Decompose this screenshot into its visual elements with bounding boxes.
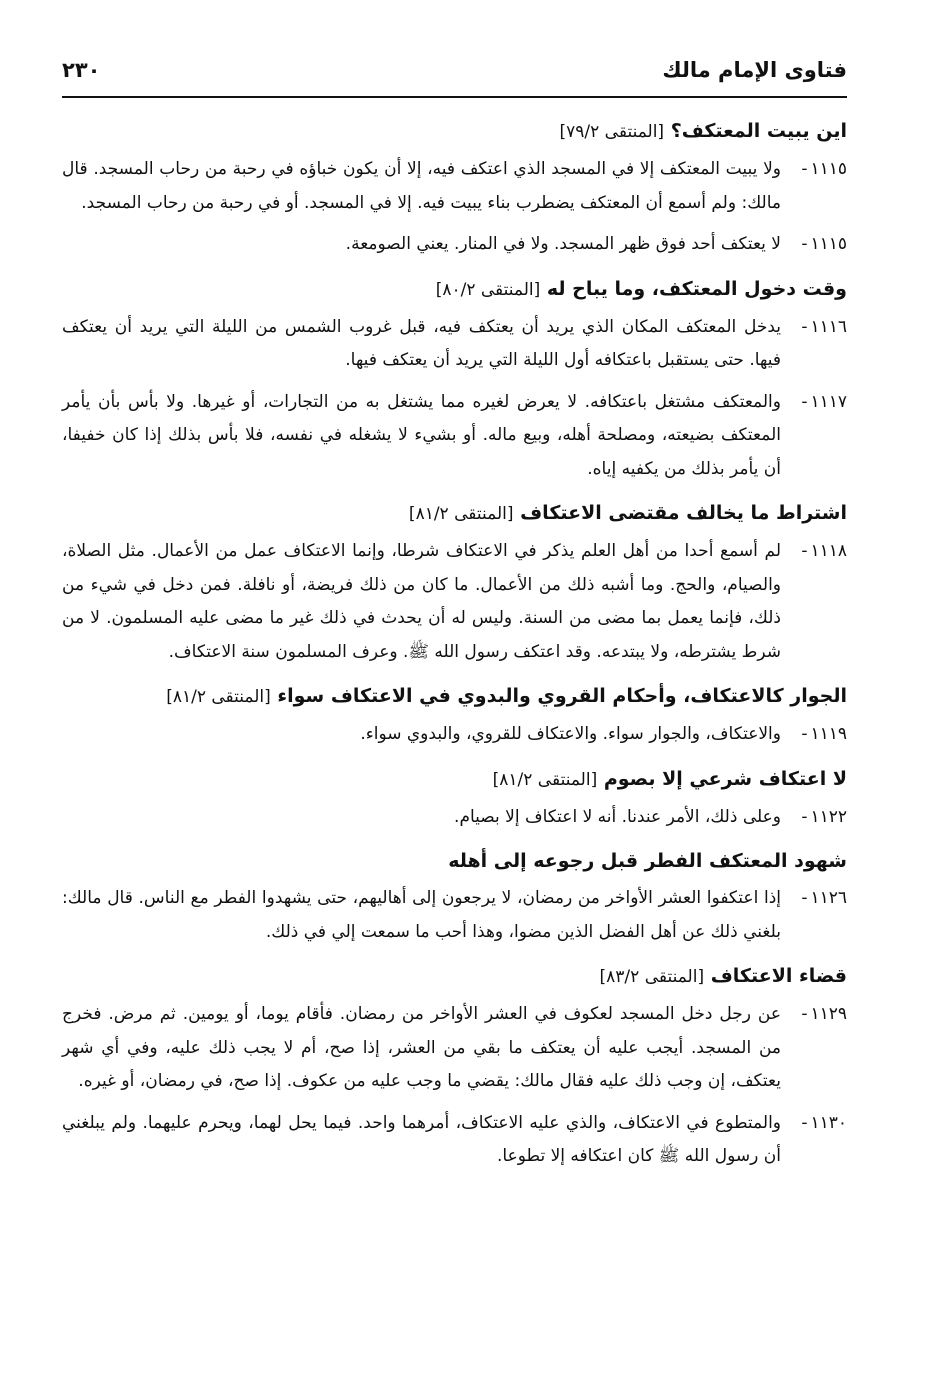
section-title: لا اعتكاف شرعي إلا بصوم	[603, 767, 847, 790]
section-source-reference: [المنتقى ٨١/٢]	[408, 504, 514, 524]
entry-text: لا يعتكف أحد فوق ظهر المسجد. ولا في المنار. يعني الصومعة.	[345, 234, 781, 254]
entry-number	[781, 535, 847, 669]
entry-number	[781, 1107, 847, 1174]
entry-number	[781, 386, 847, 487]
section-heading	[62, 494, 847, 533]
entry-number-value: ١١١٦	[810, 316, 847, 337]
entry-text: ولا يبيت المعتكف إلا في المسجد الذي اعتكف فيه، إلا أن يكون خباؤه في رحبة من رحاب المسجد. قال مالك: ولم أسمع أن المعتكف يضطرب بناء يبيت فيه. إلا في المسجد. أو في رحبة من رحاب المسجد.	[62, 159, 781, 213]
section-heading	[62, 677, 847, 716]
entry-number-value: ١١١٥	[810, 234, 847, 254]
fatwa-entry	[62, 998, 847, 1099]
entry-text: لم أسمع أحدا من أهل العلم يذكر في الاعتكاف شرطا، وإنما الاعتكاف عمل من الأعمال. مثل الصلاة، والصيام، والحج. وما أشبه ذلك من الأعمال. ما كان من ذلك فريضة، أو نافلة. فمن دخل في شيء من ذلك، فإنما يعمل بما مضى من السنة. وليس له أن يحدث في ذلك غير ما مضى عليه المسلمون. لا من شرط يشترطه، ولا يبتدعه. وقد اعتكف رسول الله ﷺ. وعرف المسلمون سنة الاعتكاف.	[62, 541, 781, 662]
section-source-reference: [المنتقى ٧٩/٢]	[559, 122, 665, 142]
entry-number	[781, 801, 847, 835]
fatwa-entry	[62, 801, 847, 835]
entry-text: وعلى ذلك، الأمر عندنا. أنه لا اعتكاف إلا بصيام.	[454, 806, 781, 827]
entry-text: يدخل المعتكف المكان الذي يريد أن يعتكف فيه، قبل غروب الشمس من الليلة التي يريد أن يعتكف فيها. حتى يستقبل باعتكافه أول الليلة التي يريد أن يعتكف فيها.	[62, 316, 781, 370]
fatwa-entry	[62, 311, 847, 378]
entry-number	[781, 998, 847, 1099]
entry-number	[781, 228, 847, 262]
entry-number-value: ١١١٧	[810, 391, 847, 412]
section-title: اشتراط ما يخالف مقتضى الاعتكاف	[520, 502, 847, 524]
section-source-reference: [المنتقى ٨١/٢]	[166, 687, 271, 707]
section-source-reference: [المنتقى ٨٣/٢]	[599, 967, 705, 987]
entry-number-value: ١١٢٦	[810, 888, 847, 908]
fatwa-entry	[62, 718, 847, 752]
fatwa-entry	[62, 1107, 847, 1174]
page-number: ٢٣٠	[62, 58, 101, 82]
entry-dash: -	[801, 316, 808, 337]
entry-text: والمعتكف مشتغل باعتكافه. لا يعرض لغيره مما يشتغل به من التجارات، أو غيرها. ولا بأس بأن يأمر المعتكف بضيعته، ومصلحة أهله، وبيع ماله. أو بشيء لا يشغله في نفسه، فلا بأس بذلك إذا كان خفيفا، أن يأمر بذلك من يكفيه إياه.	[62, 391, 781, 479]
entry-number	[781, 311, 847, 378]
entry-text: والمتطوع في الاعتكاف، والذي عليه الاعتكاف، أمرهما واحد. فيما يحل لهما، ويحرم عليهما. ولم يبلغني أن رسول الله ﷺ كان اعتكافه إلا تطوعا.	[62, 1112, 781, 1166]
entry-dash: -	[801, 724, 808, 744]
running-header	[62, 50, 847, 98]
entry-dash: -	[801, 888, 808, 908]
fatwa-entry	[62, 228, 847, 262]
section-heading	[62, 270, 847, 309]
section-title: شهود المعتكف الفطر قبل رجوعه إلى أهله	[448, 850, 847, 872]
section-heading	[62, 842, 847, 880]
entry-text: إذا اعتكفوا العشر الأواخر من رمضان، لا يرجعون إلى أهاليهم، حتى يشهدوا الفطر مع الناس. قال مالك: بلغني ذلك عن أهل الفضل الذين مضوا، وهذا أحب ما سمعت إلي في ذلك.	[62, 888, 781, 942]
fatwa-entry	[62, 386, 847, 487]
entry-number	[781, 882, 847, 949]
entry-text: والاعتكاف، والجوار سواء. والاعتكاف للقروي، والبدوي سواء.	[360, 724, 781, 744]
section-source-reference: [المنتقى ٨٠/٢]	[435, 279, 541, 300]
book-title: فتاوى الإمام مالك	[662, 58, 847, 82]
section-title: اين يبيت المعتكف؟	[670, 120, 847, 142]
entry-number	[781, 153, 847, 220]
entry-number-value: ١١١٨	[810, 541, 847, 561]
section-title: قضاء الاعتكاف	[710, 965, 847, 987]
section-heading	[62, 112, 847, 151]
entry-dash: -	[801, 541, 808, 561]
section-source-reference: [المنتقى ٨١/٢]	[492, 769, 598, 790]
entry-number-value: ١١٢٢	[810, 806, 847, 827]
fatwa-entry	[62, 535, 847, 669]
section-title: وقت دخول المعتكف، وما يباح له	[546, 277, 847, 300]
entry-number-value: ١١١٥	[810, 159, 847, 179]
entry-number-value: ١١١٩	[810, 724, 847, 744]
section-heading	[62, 760, 847, 799]
entry-number-value: ١١٣٠	[810, 1112, 847, 1133]
book-page	[62, 50, 847, 1182]
entry-dash: -	[801, 806, 808, 827]
page-content	[62, 112, 847, 1174]
entry-text: عن رجل دخل المسجد لعكوف في العشر الأواخر من رمضان. فأقام يوما، أو يومين. ثم مرض. فخرج من المسجد. أيجب عليه أن يعتكف ما بقي من العشر، إذا صح، أم لا يجب ذلك عليه، وفي أي شهر يعتكف، إن وجب ذلك عليه فقال مالك: يقضي ما وجب عليه من عكوف. إذا صح، في رمضان، أو غيره.	[62, 1004, 781, 1091]
entry-dash: -	[801, 1112, 808, 1133]
section-heading	[62, 957, 847, 996]
fatwa-entry	[62, 882, 847, 949]
entry-dash: -	[801, 1004, 808, 1024]
entry-dash: -	[801, 234, 808, 254]
entry-dash: -	[801, 159, 808, 179]
entry-number-value: ١١٢٩	[810, 1004, 847, 1024]
section-title: الجوار كالاعتكاف، وأحكام القروي والبدوي في الاعتكاف سواء	[277, 685, 847, 707]
entry-dash: -	[801, 391, 808, 412]
fatwa-entry	[62, 153, 847, 220]
entry-number	[781, 718, 847, 752]
